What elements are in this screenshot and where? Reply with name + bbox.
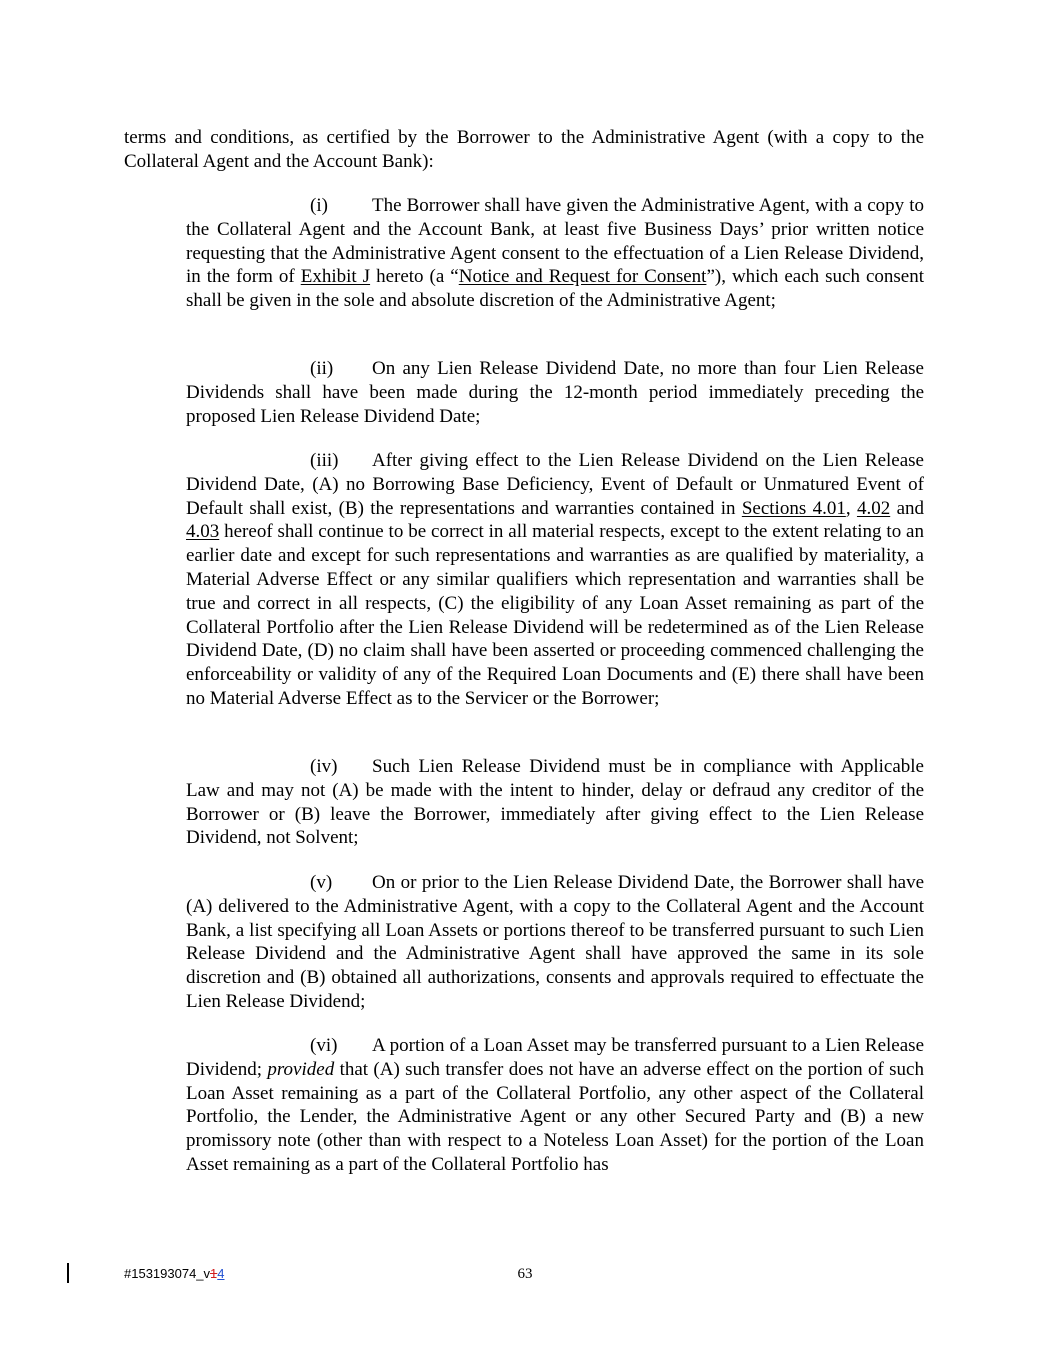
clause-text: The Borrower shall have given the Administrative Agent, with a copy to the Collateral Agent and the Account Bank, at least five Business Days’ prior written notice requesting that the Administrative Agent consent to the effectuation of a Lien Release Dividend, in the form of bbox=[186, 195, 924, 288]
clause-text: A portion of a Loan Asset may be transferred pursuant to a Lien Release Dividend; bbox=[186, 1035, 924, 1080]
clause-i bbox=[186, 194, 924, 313]
clause-number: (vi) bbox=[310, 1035, 338, 1056]
inserted-version: 4 bbox=[217, 1266, 225, 1281]
clause-number: (v) bbox=[310, 872, 333, 893]
deleted-version: 1 bbox=[210, 1266, 218, 1281]
clause-iv bbox=[186, 755, 924, 850]
document-id bbox=[124, 1266, 225, 1282]
section-reference: Sections 4.01 bbox=[741, 497, 846, 519]
page-number: 63 bbox=[517, 1266, 533, 1282]
clause-iii bbox=[186, 449, 924, 711]
clause-text: On any Lien Release Dividend Date, no more than four Lien Release Dividends shall have been made during the 12-month period immediately preceding the proposed Lien Release Dividend Date; bbox=[186, 358, 924, 427]
exhibit-reference: Exhibit J bbox=[300, 266, 371, 288]
clause-text: ”), which each such consent shall be given in the sole and absolute discretion of the Administrative Agent; bbox=[186, 266, 925, 312]
clause-text: hereto (a “ bbox=[370, 266, 459, 288]
clause-text: that (A) such transfer does not have an adverse effect on the portion of such Loan Asset remaining as a part of the Collateral Portfolio, any other aspect of the Collateral Portfolio, the Lender, the Administrative Agent or any other Secured Party and (B) a new promissory note (other than with respect to a Noteless Loan Asset) for the portion of the Loan Asset remaining as a part of the Collateral Portfolio has bbox=[186, 1058, 924, 1175]
intro-text: terms and conditions, as certified by the Borrower to the Administrative Agent (with a copy to the Collateral Agent and the Account Bank): bbox=[124, 127, 924, 172]
document-id-text: #153193074_v bbox=[124, 1266, 211, 1281]
clause-vi bbox=[186, 1034, 924, 1177]
clause-number: (i) bbox=[310, 195, 328, 216]
section-reference: 4.03 bbox=[186, 521, 220, 543]
clause-text: and bbox=[890, 497, 924, 519]
section-reference: 4.02 bbox=[856, 497, 891, 519]
clause-text: After giving effect to the Lien Release Dividend on the Lien Release Dividend Date, (A) no Borrowing Base Deficiency, Event of Default or Unmatured Event of Default shall exist, (B) the representations and warranties contained in bbox=[186, 450, 924, 519]
clause-number: (ii) bbox=[310, 358, 334, 379]
change-bar bbox=[67, 1263, 69, 1283]
clause-text: Such Lien Release Dividend must be in compliance with Applicable Law and may not (A) be made with the intent to hinder, delay or defraud any creditor of the Borrower or (B) leave the Borrower, immediately after giving effect to the Lien Release Dividend, not Solvent; bbox=[186, 756, 924, 849]
clause-number: (iv) bbox=[310, 756, 338, 777]
clause-number: (iii) bbox=[310, 450, 339, 471]
clause-text: On or prior to the Lien Release Dividend Date, the Borrower shall have (A) delivered to the Administrative Agent, with a copy to the Collateral Agent and the Account Bank, a list specifying all Loan Assets or portions thereof to be transferred pursuant to such Lien Release Dividend and the Administrative Agent shall have approved the same in its sole discretion and (B) obtained all authorizations, consents and approvals required to effectuate the Lien Release Dividend; bbox=[186, 872, 924, 1012]
clause-v bbox=[186, 871, 924, 1014]
clause-ii bbox=[186, 357, 924, 428]
defined-term: Notice and Request for Consent bbox=[458, 266, 707, 288]
clause-text: hereof shall continue to be correct in all material respects, except to the extent relating to an earlier date and except for such representations and warranties as are qualified by materiality, a Material Adverse Effect or any similar qualifiers which representation and warranties shall be true and correct in all respects, (C) the eligibility of any Loan Asset remaining as part of the Collateral Portfolio after the Lien Release Dividend will be redetermined as of the Lien Release Dividend Date, (D) no claim shall have been asserted or proceeding commenced challenging the enforceability or validity of any of the Required Loan Documents and (E) there shall have been no Material Adverse Effect as to the Servicer or the Borrower; bbox=[186, 521, 924, 709]
intro-paragraph bbox=[124, 126, 924, 174]
proviso-term: provided bbox=[267, 1058, 335, 1080]
clause-text: , bbox=[845, 497, 857, 519]
